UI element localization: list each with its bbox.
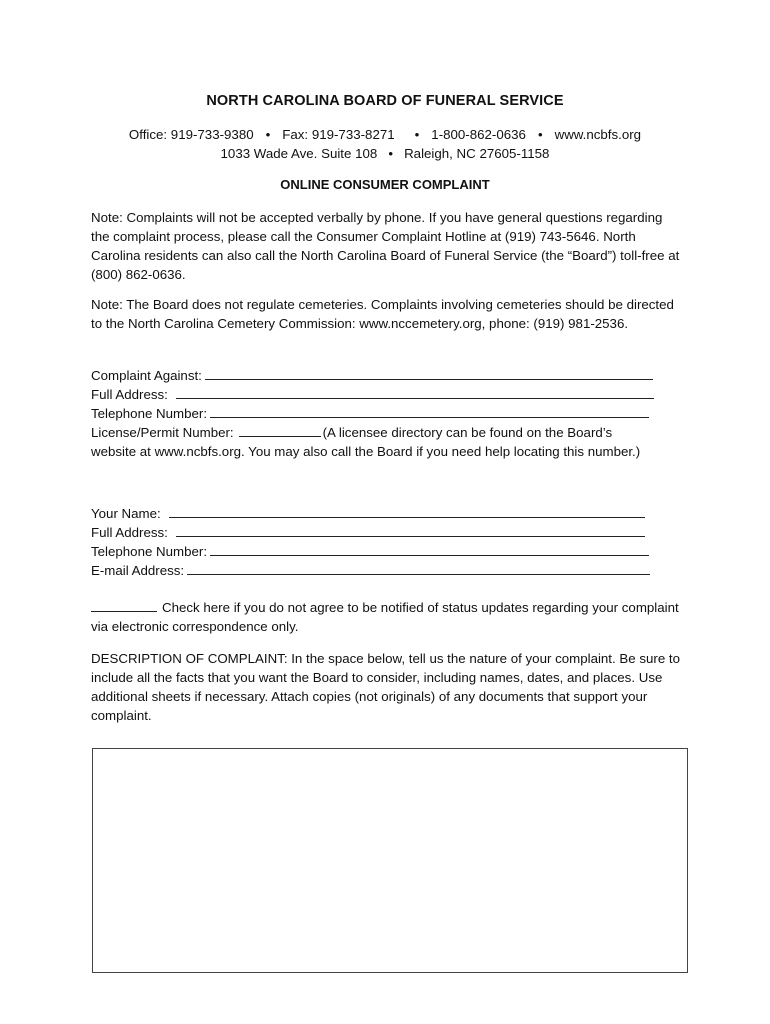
phone-complaint-note: Note: Complaints will not be accepted verbally by phone. If you have general questions regarding the complaint process, please call the Consumer Complaint Hotline at (919) 743-5646. North Carolina residents can also call the North Carolina Board of Funeral Service (the “Board”) toll-free at (800) 862-0636. xyxy=(91,210,680,282)
your-name-input-line[interactable] xyxy=(169,505,645,518)
against-address-field[interactable] xyxy=(91,385,691,404)
bullet-separator: • xyxy=(414,127,420,142)
license-directory-note: (A licensee directory can be found on the Board’s xyxy=(322,425,613,440)
description-instructions: DESCRIPTION OF COMPLAINT: In the space below, tell us the nature of your complaint. Be sure to include all the facts that you want the Board to consider, including names, dates, and places. Use additional sheets if necessary. Attach copies (not originals) of any documents that support your complaint. xyxy=(91,651,681,723)
against-phone-field[interactable] xyxy=(91,404,691,423)
license-number-label: License/Permit Number: xyxy=(91,425,234,440)
your-phone-input-line[interactable] xyxy=(210,543,649,556)
against-phone-input-line[interactable] xyxy=(210,405,649,418)
mailing-address: 1033 Wade Ave. Suite 108 • Raleigh, NC 27605-1158 xyxy=(220,146,550,161)
your-phone-label: Telephone Number: xyxy=(91,544,208,559)
complaint-against-field[interactable] xyxy=(91,366,691,385)
against-phone-label: Telephone Number: xyxy=(91,406,208,421)
your-address-field[interactable] xyxy=(91,523,691,542)
fax-number: Fax: 919-733-8271 xyxy=(282,127,395,142)
license-number-input-line[interactable] xyxy=(239,424,321,437)
license-number-field[interactable] xyxy=(91,423,691,442)
your-info-section xyxy=(91,504,691,580)
your-email-input-line[interactable] xyxy=(187,562,650,575)
your-address-label: Full Address: xyxy=(91,525,168,540)
against-address-input-line[interactable] xyxy=(176,386,654,399)
cemetery-note: Note: The Board does not regulate cemeteries. Complaints involving cemeteries should be directed to the North Carolina Cemetery Commission: www.nccemetery.org, phone: (919) 981-2536. xyxy=(91,297,674,331)
your-name-label: Your Name: xyxy=(91,506,161,521)
description-textarea-box[interactable] xyxy=(92,748,688,973)
license-help-note: website at www.ncbfs.org. You may also call the Board if you need help locating this number.) xyxy=(91,444,641,459)
optout-check-line[interactable] xyxy=(91,599,157,612)
optout-text: Check here if you do not agree to be notified of status updates regarding your complaint via electronic correspondence only. xyxy=(91,600,679,634)
bullet-separator: • xyxy=(537,127,543,142)
website-link[interactable]: www.ncbfs.org xyxy=(554,127,642,142)
form-subtitle: ONLINE CONSUMER COMPLAINT xyxy=(280,177,490,192)
office-phone: Office: 919-733-9380 xyxy=(128,127,254,142)
tollfree-number: 1-800-862-0636 xyxy=(431,127,526,142)
against-address-label: Full Address: xyxy=(91,387,168,402)
your-email-field[interactable] xyxy=(91,561,691,580)
complaint-against-input-line[interactable] xyxy=(205,367,653,380)
your-address-input-line[interactable] xyxy=(176,524,645,537)
optout-checkbox-row xyxy=(91,598,681,636)
bullet-separator: • xyxy=(265,127,271,142)
your-phone-field[interactable] xyxy=(91,542,691,561)
contact-line xyxy=(0,127,770,142)
complaint-against-label: Complaint Against: xyxy=(91,368,202,383)
form-title: NORTH CAROLINA BOARD OF FUNERAL SERVICE xyxy=(206,93,564,109)
your-name-field[interactable] xyxy=(91,504,691,523)
your-email-label: E-mail Address: xyxy=(91,563,185,578)
complaint-against-section xyxy=(91,366,691,461)
